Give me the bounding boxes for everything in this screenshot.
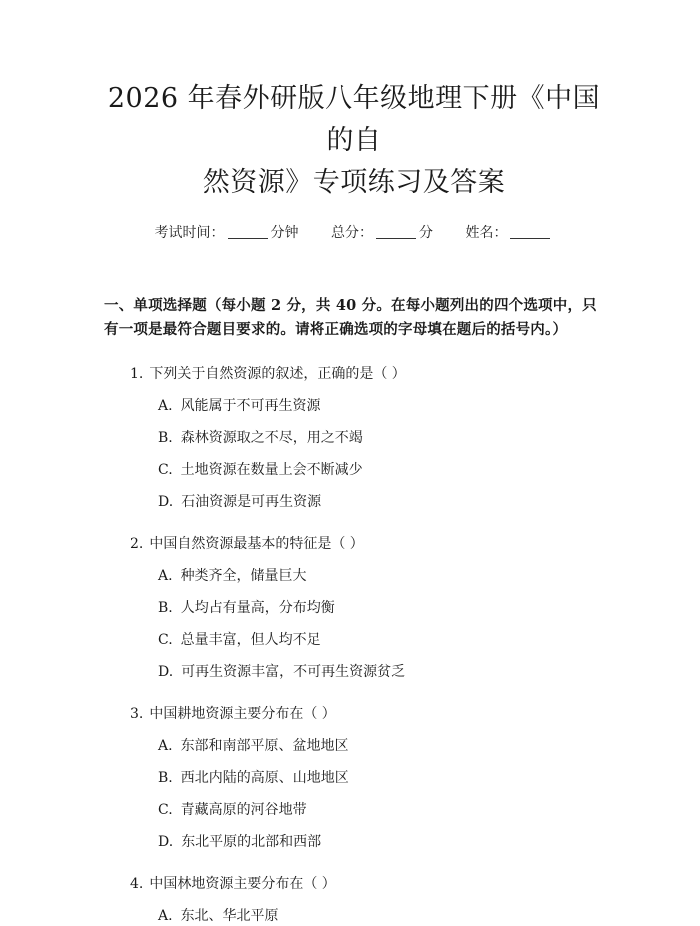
option-letter: B.: [158, 600, 173, 616]
title-line-2: 然资源》专项练习及答案: [202, 167, 506, 198]
name-field: [465, 222, 553, 242]
exam-time-field: [155, 222, 299, 242]
question-number: 4.: [130, 876, 144, 892]
question-list: [104, 364, 604, 926]
question-1: [104, 364, 604, 512]
option-d: [104, 663, 604, 682]
option-b: [104, 769, 604, 788]
option-text: 可再生资源丰富，不可再生资源贫乏: [181, 664, 406, 680]
option-text: 土地资源在数量上会不断减少: [180, 462, 363, 478]
option-letter: A.: [158, 398, 173, 414]
option-letter: D.: [158, 834, 174, 850]
question-number: 3.: [130, 706, 144, 722]
option-d: [104, 493, 604, 512]
option-c: [104, 801, 604, 820]
exam-info-line: [104, 222, 604, 242]
option-text: 青藏高原的河谷地带: [180, 802, 307, 818]
question-stem: [104, 874, 604, 894]
option-letter: D.: [158, 494, 174, 510]
option-b: [104, 429, 604, 448]
option-letter: C.: [158, 462, 173, 478]
option-letter: D.: [158, 664, 174, 680]
option-text: 东部和南部平原、盆地地区: [180, 738, 349, 754]
option-letter: A.: [158, 568, 173, 584]
option-a: [104, 737, 604, 756]
total-score-blank: [376, 238, 416, 239]
option-a: [104, 567, 604, 586]
question-stem: [104, 534, 604, 554]
option-c: [104, 631, 604, 650]
question-text: 中国林地资源主要分布在（ ）: [149, 876, 336, 892]
question-stem: [104, 364, 604, 384]
title-line-1: 2026 年春外研版八年级地理下册《中国的自: [107, 83, 601, 156]
option-letter: A.: [158, 738, 173, 754]
option-a: [104, 397, 604, 416]
question-number: 2.: [130, 536, 144, 552]
option-text: 风能属于不可再生资源: [180, 398, 321, 414]
option-d: [104, 833, 604, 852]
option-text: 森林资源取之不尽，用之不竭: [180, 430, 363, 446]
option-text: 人均占有量高，分布均衡: [180, 600, 335, 616]
option-text: 种类齐全，储量巨大: [180, 568, 307, 584]
question-number: 1.: [130, 366, 144, 382]
option-text: 东北、华北平原: [180, 908, 279, 924]
question-3: [104, 704, 604, 852]
option-letter: C.: [158, 802, 173, 818]
option-text: 石油资源是可再生资源: [181, 494, 322, 510]
question-stem: [104, 704, 604, 724]
option-b: [104, 599, 604, 618]
option-text: 东北平原的北部和西部: [181, 834, 322, 850]
question-text: 中国耕地资源主要分布在（ ）: [149, 706, 336, 722]
name-label: 姓名：: [465, 225, 508, 241]
question-4: [104, 874, 604, 926]
option-a: [104, 907, 604, 926]
name-blank: [510, 238, 550, 239]
option-list: [104, 737, 604, 852]
question-text: 中国自然资源最基本的特征是（ ）: [149, 536, 364, 552]
option-c: [104, 461, 604, 480]
option-letter: B.: [158, 430, 173, 446]
exam-time-label: 考试时间：: [154, 225, 225, 241]
option-letter: C.: [158, 632, 173, 648]
exam-time-blank: [228, 238, 268, 239]
total-score-label: 总分：: [331, 225, 373, 241]
question-2: [104, 534, 604, 682]
question-text: 下列关于自然资源的叙述，正确的是（ ）: [149, 366, 406, 382]
total-score-unit: 分: [419, 225, 433, 241]
option-text: 西北内陆的高原、山地地区: [180, 770, 349, 786]
document-title: [104, 78, 604, 204]
option-list: [104, 907, 604, 926]
option-text: 总量丰富，但人均不足: [180, 632, 321, 648]
option-list: [104, 397, 604, 512]
exam-time-unit: 分钟: [270, 225, 299, 241]
total-score-field: [331, 222, 433, 242]
option-list: [104, 567, 604, 682]
section-heading: 一、单项选择题（每小题 2 分，共 40 分。在每小题列出的四个选项中，只有一项是最符合题目要求的。请将正确选项的字母填在题后的括号内。）: [104, 297, 597, 338]
option-letter: A.: [158, 908, 173, 924]
option-letter: B.: [158, 770, 173, 786]
